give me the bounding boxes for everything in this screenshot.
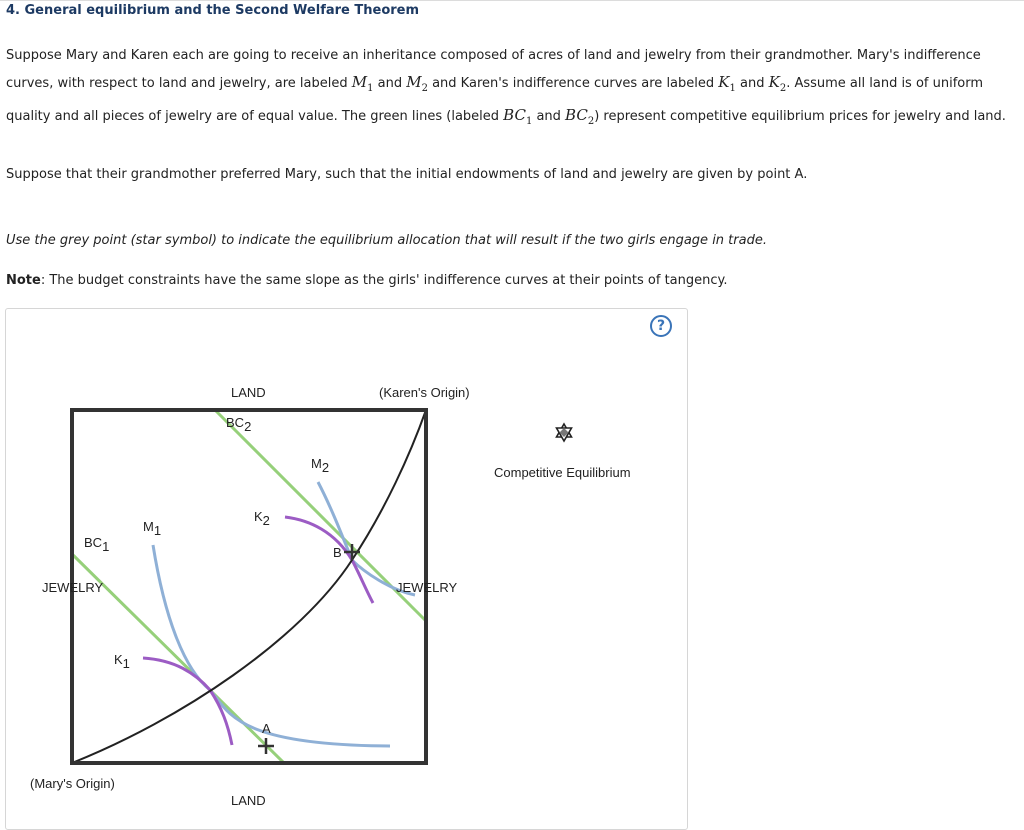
k2-symbol: $K_2$ (768, 73, 787, 94)
m1-symbol: $M_1$ (351, 73, 374, 94)
contract-curve (72, 410, 426, 763)
m2-label: M2 (311, 456, 330, 475)
point-b-label: B (333, 545, 342, 560)
bc2-symbol: $BC_2$ (565, 106, 595, 127)
endowment-paragraph: Suppose that their grandmother preferred Mary, such that the initial endowments of land and jewelry are given by point A. (6, 167, 808, 182)
land-top-label: LAND (231, 385, 266, 400)
bc1-symbol: $BC_1$ (503, 106, 533, 127)
competitive-equilibrium-star-icon[interactable] (557, 424, 572, 441)
k2-label: K2 (254, 509, 270, 528)
budget-line-bc1 (72, 554, 285, 764)
k1-label: K1 (114, 652, 130, 671)
bc2-label: BC2 (226, 415, 252, 434)
jewelry-left-label: JEWELRY (42, 580, 104, 595)
jewelry-right-label: JEWELRY (396, 580, 458, 595)
intro-paragraph: Suppose Mary and Karen each are going to receive an inheritance composed of acres of land and jewelry from their grandmother. Mary's indifference curves, with respect to land and jewelry, are labeled $M_1$ and $M_2$ and Karen's indifference curves are labeled $K_1$ and $K_2$. Assume all land is of uniform quality and all pieces of jewelry are of equal value. The green lines (labeled $BC_1$ and $BC_2$) represent competitive equilibrium prices for jewelry and land. (6, 48, 1006, 127)
m2-symbol: $M_2$ (406, 73, 428, 94)
bc1-label: BC1 (84, 535, 110, 554)
k1-symbol: $K_1$ (718, 73, 736, 94)
help-icon[interactable]: ? (650, 315, 672, 337)
question-title: 4. General equilibrium and the Second Welfare Theorem (6, 3, 420, 18)
point-a-label: A (262, 721, 271, 736)
land-bottom-label: LAND (231, 793, 266, 808)
m1-label: M1 (143, 519, 162, 538)
edgeworth-box (72, 410, 426, 763)
instruction-text: Use the grey point (star symbol) to indicate the equilibrium allocation that will result if the two girls engage in trade. (6, 233, 767, 248)
note-text: Note: The budget constraints have the same slope as the girls' indifference curves at their points of tangency. (6, 273, 728, 288)
karen-origin-label: (Karen's Origin) (379, 385, 470, 400)
mary-origin-label: (Mary's Origin) (30, 776, 115, 791)
competitive-equilibrium-label: Competitive Equilibrium (494, 465, 631, 480)
